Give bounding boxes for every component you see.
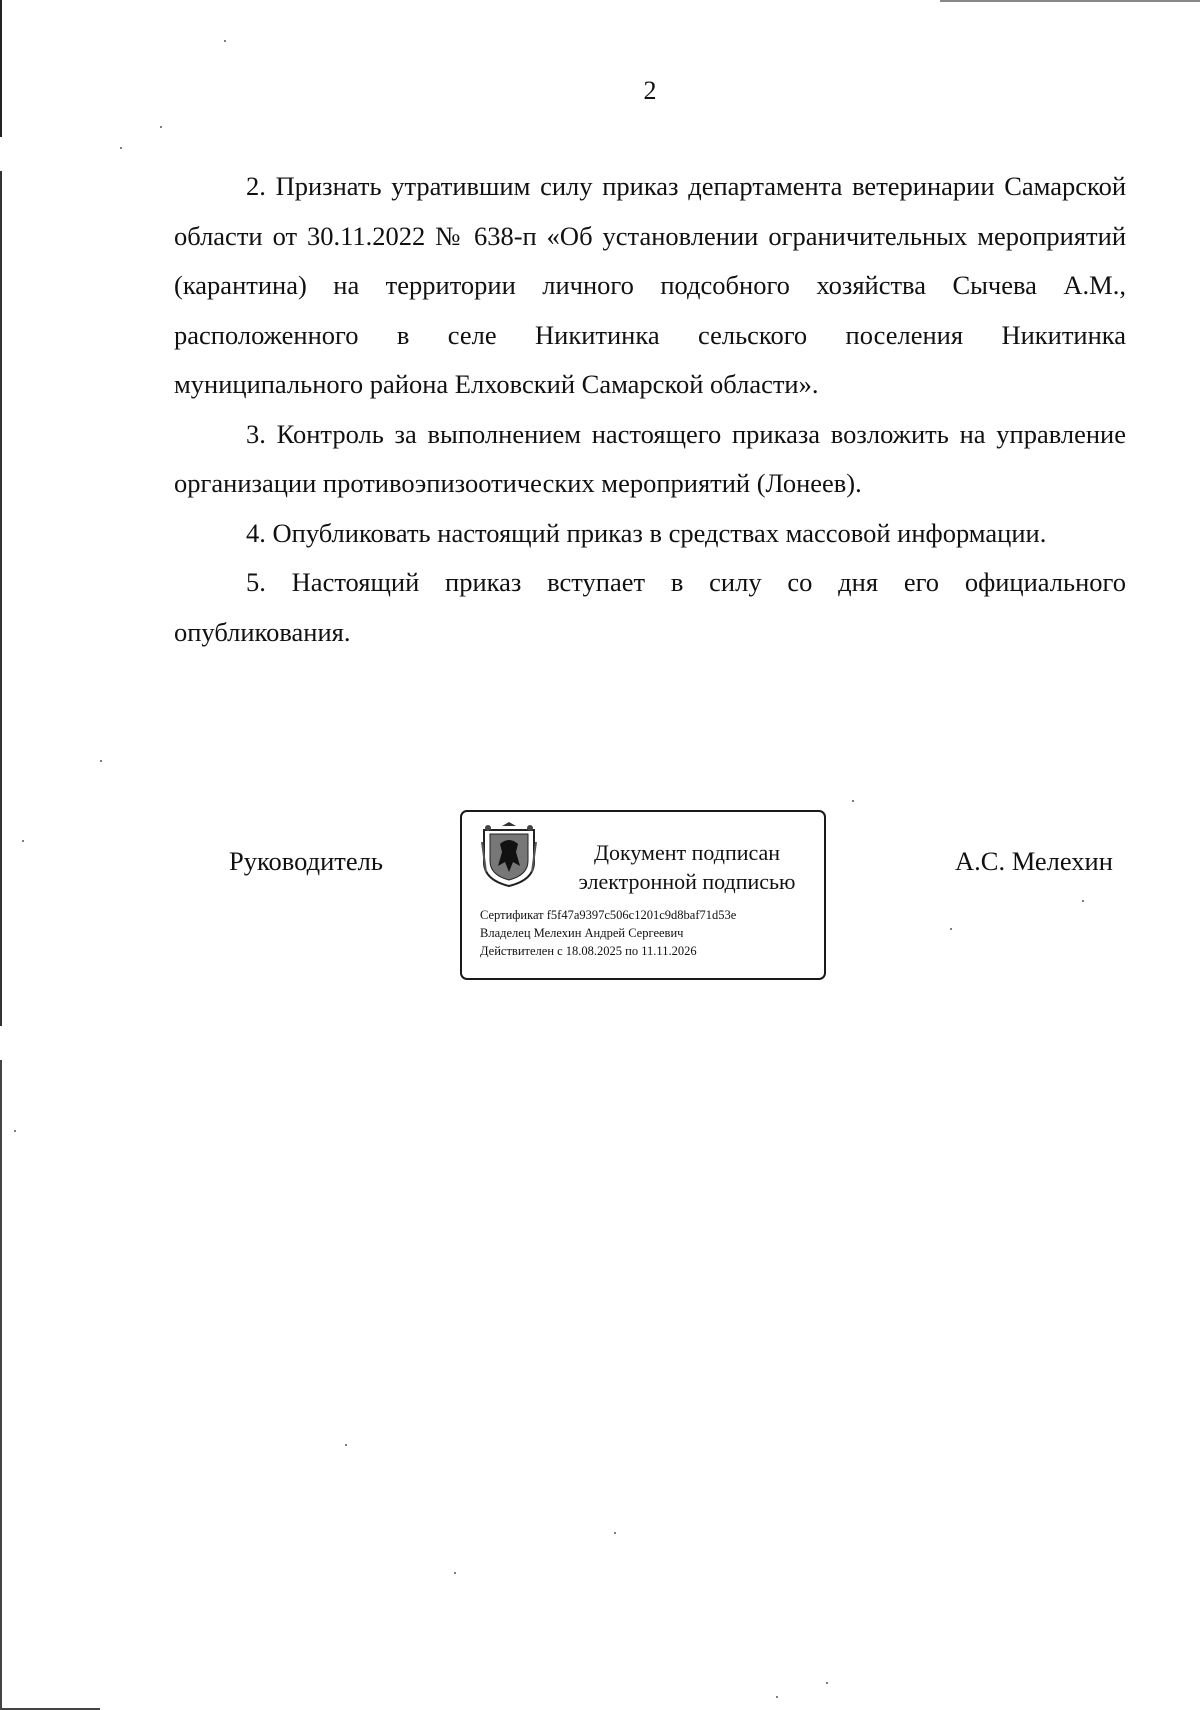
scan-speck	[826, 1682, 828, 1684]
page-number: 2	[643, 76, 657, 105]
stamp-title-line-2: электронной подписью	[578, 869, 796, 894]
signer-name: А.С. Мелехин	[955, 846, 1113, 876]
scan-edge-top	[940, 0, 1200, 2]
stamp-title-line-1: Документ подписан	[593, 840, 781, 865]
scan-speck	[950, 928, 952, 930]
document-body	[174, 162, 1126, 657]
scan-speck	[224, 40, 226, 42]
scan-speck	[776, 1696, 778, 1698]
coat-of-arms-emblem-icon	[480, 822, 538, 888]
stamp-owner: Владелец Мелехин Андрей Сергеевич	[480, 926, 684, 940]
scan-speck	[852, 800, 854, 802]
scan-speck	[454, 1572, 456, 1574]
scan-speck	[1082, 900, 1084, 902]
paragraph-2: 2. Признать утратившим силу приказ департамента ветеринарии Самарской области от 30.11.2022 № 638-п «Об установлении ограничительных мероприятий (карантина) на территории личного подсобного хозяйства Сычева А.М., расположенного в селе Никитинка сельского поселения Никитинка муниципального района Елховский Самарской области».	[174, 171, 1126, 399]
scan-speck	[160, 126, 162, 128]
electronic-signature-stamp	[460, 810, 826, 980]
scan-speck	[14, 1130, 16, 1132]
paragraph-4: 4. Опубликовать настоящий приказ в средствах массовой информации.	[246, 517, 1047, 548]
scan-speck	[22, 840, 24, 842]
scan-speck	[614, 1532, 616, 1534]
scan-speck	[120, 147, 122, 149]
scan-speck	[345, 1444, 347, 1446]
stamp-details	[480, 906, 736, 960]
stamp-certificate: Сертификат f5f47a9397c506c1201c9d8baf71d53e	[480, 908, 737, 922]
signer-position: Руководитель	[229, 846, 383, 876]
stamp-validity: Действителен с 18.08.2025 по 11.11.2026	[480, 944, 697, 958]
stamp-title	[562, 838, 812, 896]
paragraph-5: 5. Настоящий приказ вступает в силу со дня его официального опубликования.	[174, 567, 1126, 647]
signature-block	[0, 810, 1200, 990]
scan-speck	[100, 760, 102, 762]
paragraph-3: 3. Контроль за выполнением настоящего приказа возложить на управление организации противоэпизоотических мероприятий (Лонеев).	[174, 418, 1126, 498]
